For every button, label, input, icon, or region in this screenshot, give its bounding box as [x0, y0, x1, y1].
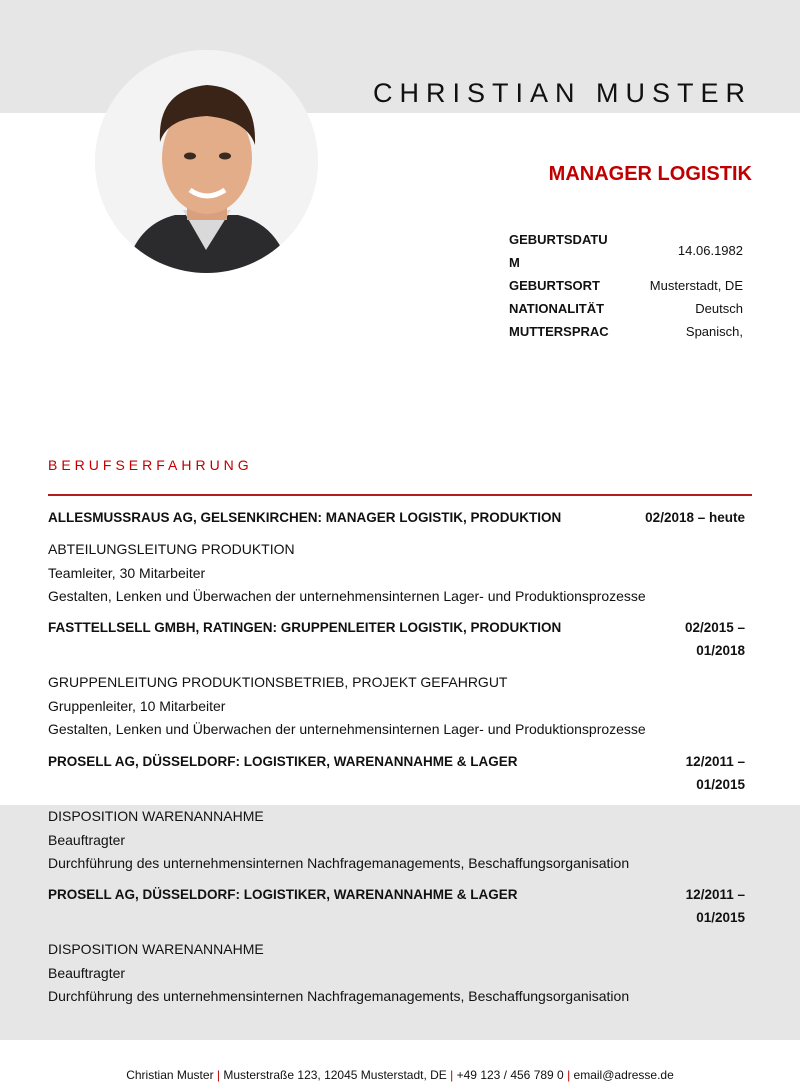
job-header [48, 506, 745, 529]
job-details [48, 538, 745, 609]
job-header [48, 750, 745, 792]
section-title-experience: BERUFSERFAHRUNG [48, 457, 253, 473]
personal-label: GEBURTSDATU M [509, 232, 608, 270]
section-divider [48, 494, 752, 496]
personal-row [509, 297, 743, 320]
job-title: ALLESMUSSRAUS AG, GELSENKIRCHEN: MANAGER LOGISTIK, PRODUKTION [48, 510, 562, 525]
personal-row [509, 228, 743, 274]
personal-value: Deutsch [695, 301, 743, 316]
job-entry [48, 883, 745, 1009]
job-position: GRUPPENLEITUNG PRODUKTIONSBETRIEB, PROJEKT GEFAHRGUT [48, 674, 508, 690]
personal-value: Spanisch, [685, 324, 743, 339]
candidate-name: CHRISTIAN MUSTER [372, 78, 752, 108]
job-team: Teamleiter, 30 Mitarbeiter [48, 564, 206, 581]
personal-row [509, 274, 743, 297]
job-position: ABTEILUNGSLEITUNG PRODUKTION [48, 541, 295, 557]
footer-separator: | [567, 1068, 571, 1082]
job-description: Durchführung des unternehmensinternen Nachfragemanagements, Beschaffungsorganisation [48, 855, 630, 871]
footer-separator: | [450, 1068, 454, 1082]
job-header [48, 616, 745, 658]
job-date: 02/2015 – 01/2018 [684, 620, 745, 658]
personal-label: MUTTERSPRAC [509, 324, 609, 339]
personal-row [509, 320, 743, 343]
footer-address: Musterstraße 123, 12045 Musterstadt, DE [223, 1068, 447, 1082]
personal-label: NATIONALITÄT [509, 301, 605, 316]
job-title: FASTTELLSELL GMBH, RATINGEN: GRUPPENLEITER LOGISTIK, PRODUKTION [48, 620, 562, 635]
job-role: MANAGER LOGISTIK [548, 163, 752, 185]
job-title: PROSELL AG, DÜSSELDORF: LOGISTIKER, WARENANNAHME & LAGER [48, 754, 518, 769]
job-date: 12/2011 – 01/2015 [685, 754, 745, 792]
job-entry [48, 506, 745, 609]
job-date: 02/2018 – heute [645, 510, 745, 525]
personal-value: 14.06.1982 [677, 243, 743, 258]
personal-value: Musterstadt, DE [649, 278, 743, 293]
job-description: Gestalten, Lenken und Überwachen der unternehmensinternen Lager- und Produktionsprozesse [48, 721, 646, 737]
job-position: DISPOSITION WARENANNAHME [48, 808, 264, 824]
footer-name: Christian Muster [126, 1068, 214, 1082]
job-header [48, 883, 745, 925]
personal-data [509, 228, 743, 343]
job-date: 12/2011 – 01/2015 [685, 887, 745, 925]
job-description: Gestalten, Lenken und Überwachen der unternehmensinternen Lager- und Produktionsprozesse [48, 588, 646, 604]
job-title: PROSELL AG, DÜSSELDORF: LOGISTIKER, WARENANNAHME & LAGER [48, 887, 518, 902]
job-description: Durchführung des unternehmensinternen Nachfragemanagements, Beschaffungsorganisation [48, 988, 630, 1004]
footer-phone: +49 123 / 456 789 0 [456, 1068, 564, 1082]
profile-photo [95, 50, 318, 273]
job-details [48, 671, 745, 742]
job-team: Beauftragter [48, 964, 126, 981]
footer-separator: | [216, 1068, 221, 1082]
job-position: DISPOSITION WARENANNAHME [48, 941, 264, 957]
job-entry [48, 616, 745, 742]
job-entry [48, 750, 745, 876]
job-details [48, 938, 745, 1009]
footer-contact [0, 1068, 800, 1082]
personal-label: GEBURTSORT [509, 278, 600, 293]
job-details [48, 805, 745, 876]
job-team: Gruppenleiter, 10 Mitarbeiter [48, 697, 226, 714]
footer-email[interactable]: email@adresse.de [573, 1068, 674, 1082]
job-team: Beauftragter [48, 831, 126, 848]
